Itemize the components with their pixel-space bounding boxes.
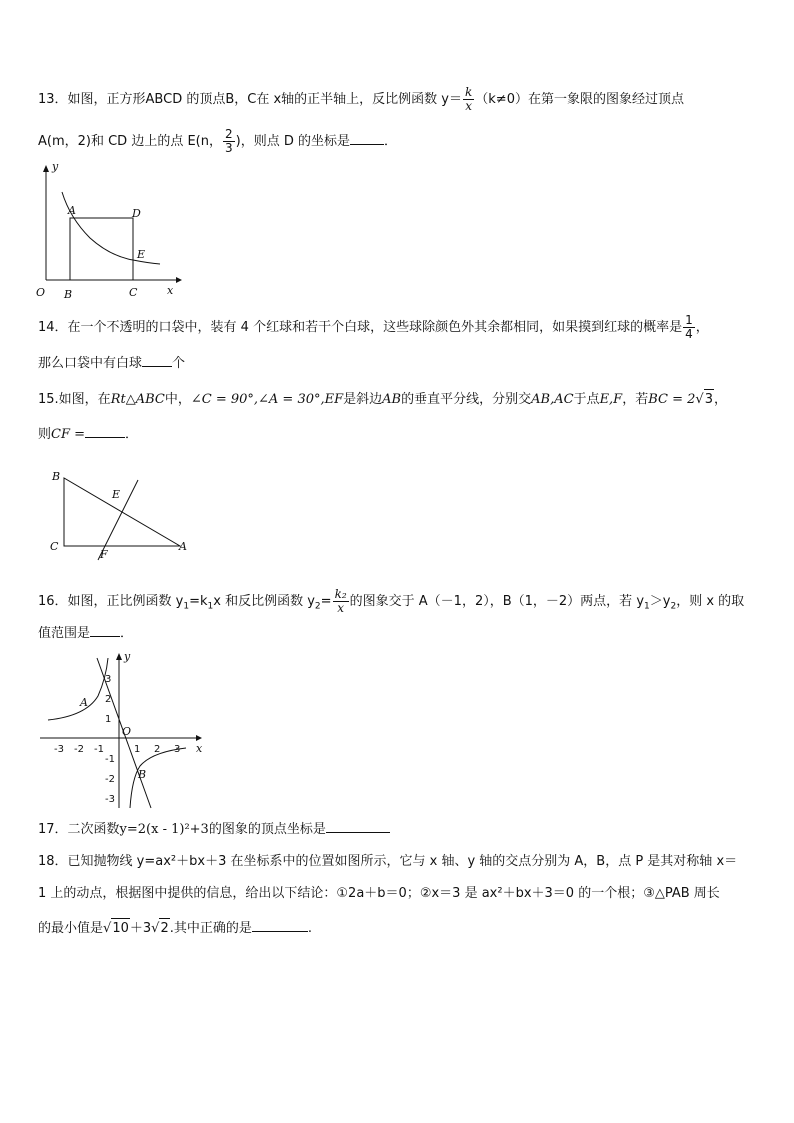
q16-text-h: 值范围是 <box>38 626 91 641</box>
q16-y-tick-label: -1 <box>105 754 115 765</box>
q18-radicand-2: 2 <box>159 918 169 939</box>
q13-label-x: x <box>167 284 174 297</box>
q17-text-a: 17．二次函数 <box>38 822 120 837</box>
q15-text-b: 中， <box>164 392 191 407</box>
q16-x-tick-label: -1 <box>94 744 104 755</box>
q15-label-e: E <box>112 488 121 501</box>
q16-text-f: ＞y <box>649 594 671 609</box>
q15-triangle: Rt△ABC <box>110 392 165 407</box>
q13-text-c: A(m，2)和 CD 边上的点 E(n， <box>38 134 222 149</box>
q16-y-tick-label: 1 <box>105 714 112 725</box>
q16-y-tick-label: -3 <box>105 794 115 805</box>
q17-text-b: 的图象的顶点坐标是 <box>208 822 326 837</box>
q15-conditions: ∠C = 90°,∠A = 30°,EF <box>190 392 344 407</box>
q16-hyperbola-q2 <box>48 658 108 720</box>
q13-frac-den: x <box>465 99 473 113</box>
q15-answer-blank[interactable] <box>85 425 125 438</box>
q15-sqrt-radicand: 3 <box>704 389 714 410</box>
q14-text-end: ， <box>695 320 709 335</box>
q13-line1 <box>38 86 684 113</box>
q14-line1 <box>38 314 709 341</box>
q13-label-a: A <box>68 204 76 217</box>
q15-text-end: ． <box>125 427 139 442</box>
q18-plus: ＋3 <box>129 921 152 936</box>
q15-abac: AB,AC <box>531 392 574 407</box>
q13-frac-num: k <box>465 85 473 99</box>
q14-text-b: 那么口袋中有白球 <box>38 356 143 371</box>
q16-line1 <box>38 588 744 617</box>
q16-text-e: 的图象交于 A（－1，2），B（1，－2）两点，若 y <box>349 594 645 609</box>
q15-sqrt: √3 <box>695 392 714 407</box>
q16-label-y: y <box>124 650 131 663</box>
q15-text-g: ， <box>713 392 727 407</box>
q16-text-a: 16．如图，正比例函数 y <box>38 594 184 609</box>
q13-label-d: D <box>132 207 141 220</box>
q18-sqrt-2: √2 <box>151 921 170 936</box>
q16-label-x: x <box>196 742 203 755</box>
q18-text-b: 1 上的动点，根据图中提供的信息，给出以下结论：①2a＋b＝0；②x＝3 是 ax²＋bx＋3＝0 的一个根；③△PAB 周长 <box>38 886 720 901</box>
q16-label-o: O <box>122 725 132 738</box>
q16-sub-2a: 2 <box>314 601 321 612</box>
q16-x-tick-label: 2 <box>154 744 161 755</box>
q16-y-arrow <box>116 653 122 660</box>
q13-text-b: （k≠0）在第一象限的图象经过顶点 <box>475 92 684 107</box>
q18-text-d: .其中正确的是 <box>169 921 252 936</box>
q13-frac-2-3 <box>223 128 235 155</box>
q18-text-a: 18．已知抛物线 y=ax²＋bx＋3 在坐标系中的位置如图所示，它与 x 轴、y 轴的交点分别为 A，B，点 P 是其对称轴 x＝ <box>38 854 738 869</box>
q16-frac-num: k₂ <box>334 587 347 601</box>
q16-frac-den: x <box>337 601 344 615</box>
q15-text-h: 则 <box>38 427 52 442</box>
q18-radicand-1: 10 <box>111 918 130 939</box>
q13-label-c: C <box>129 286 138 299</box>
q13-frac2-num: 2 <box>224 127 233 141</box>
q13-answer-blank[interactable] <box>350 132 384 145</box>
q16-x-tick-label: 1 <box>134 744 141 755</box>
q18-text-end: . <box>307 921 312 936</box>
q13-label-y: y <box>52 160 59 173</box>
q18-sqrt-10: √10 <box>103 921 130 936</box>
q16-y-tick-label: -2 <box>105 774 115 785</box>
q15-text-c: 是斜边 <box>343 392 383 407</box>
q13-label-b: B <box>64 288 73 301</box>
q15-text-a: 15.如图，在 <box>38 392 111 407</box>
q13-square <box>70 218 133 280</box>
q14-frac-num: 1 <box>685 313 693 327</box>
q16-y-ticks <box>105 674 115 805</box>
q16-x-tick-label: 3 <box>174 744 181 755</box>
q15-label-c: C <box>50 540 59 553</box>
q16-y-tick-label: 2 <box>105 694 112 705</box>
q18-answer-blank[interactable] <box>252 919 308 932</box>
q16-line2 <box>38 624 133 644</box>
q16-text-c: x 和反比例函数 y <box>213 594 315 609</box>
q13-frac2-den: 3 <box>224 141 233 155</box>
q13-k-over-x <box>463 86 474 113</box>
q13-y-arrow <box>43 165 49 172</box>
q13-text-a: 13．如图，正方形ABCD 的顶点B，C在 x轴的正半轴上，反比例函数 y＝ <box>38 92 462 107</box>
q14-line2 <box>38 354 185 374</box>
q15-line2 <box>38 425 138 445</box>
q14-frac <box>683 314 695 341</box>
q13-text-end: ． <box>383 134 397 149</box>
q16-text-d: = <box>320 594 332 609</box>
q15-ab: AB <box>382 392 402 407</box>
q16-answer-blank[interactable] <box>90 624 120 637</box>
q18-text-c: 的最小值是 <box>38 921 104 936</box>
q16-x-tick-label: -2 <box>74 744 84 755</box>
q18-line3 <box>38 918 312 939</box>
q13-figure <box>30 160 190 302</box>
q14-text-a: 14．在一个不透明的口袋中，装有 4 个红球和若干个白球，这些球除颜色外其余都相同，如果摸到红球的概率是 <box>38 320 683 335</box>
q15-line1 <box>38 389 727 410</box>
q15-figure <box>40 468 200 562</box>
q13-line2 <box>38 128 397 155</box>
q13-hyperbola <box>62 192 160 264</box>
q15-text-e: 于点 <box>573 392 600 407</box>
q15-text-f: ，若 <box>622 392 649 407</box>
q16-x-arrow <box>196 735 202 741</box>
q15-label-f: F <box>100 548 108 561</box>
q16-sub-2b: 2 <box>670 601 677 612</box>
q16-text-g: ，则 x 的取 <box>676 594 745 609</box>
q17-answer-blank[interactable] <box>326 820 390 833</box>
q14-answer-blank[interactable] <box>142 354 172 367</box>
q13-text-d: )，则点 D 的坐标是 <box>235 134 350 149</box>
q13-label-o: O <box>36 286 46 299</box>
q15-label-a: A <box>179 540 187 553</box>
q15-text-d: 的垂直平分线，分别交 <box>401 392 532 407</box>
q16-frac <box>333 588 349 615</box>
q17-expression: y=2(x - 1)²+3 <box>119 822 209 837</box>
q14-frac-den: 4 <box>685 327 693 341</box>
q13-label-e: E <box>137 248 146 261</box>
q17-line <box>38 820 390 840</box>
q16-sub-1a: 1 <box>183 601 190 612</box>
q16-text-end: ． <box>120 626 134 641</box>
q16-sub-1c: 1 <box>644 601 650 612</box>
q18-line2 <box>38 884 720 904</box>
q16-sub-1b: 1 <box>207 601 214 612</box>
q16-text-b: =k <box>189 594 208 609</box>
q14-text-c: 个 <box>172 356 186 371</box>
q15-bc: BC = 2 <box>648 392 696 407</box>
q16-y-tick-label: 3 <box>105 674 112 685</box>
q16-figure <box>36 648 208 812</box>
q16-label-b: B <box>138 768 147 781</box>
q16-label-a: A <box>80 696 88 709</box>
q18-line1 <box>38 852 737 872</box>
q13-x-arrow <box>176 277 182 283</box>
q16-x-tick-label: -3 <box>54 744 64 755</box>
q15-label-b: B <box>52 470 61 483</box>
q15-cf: CF = <box>51 427 86 442</box>
q15-ef: E,F <box>599 392 623 407</box>
